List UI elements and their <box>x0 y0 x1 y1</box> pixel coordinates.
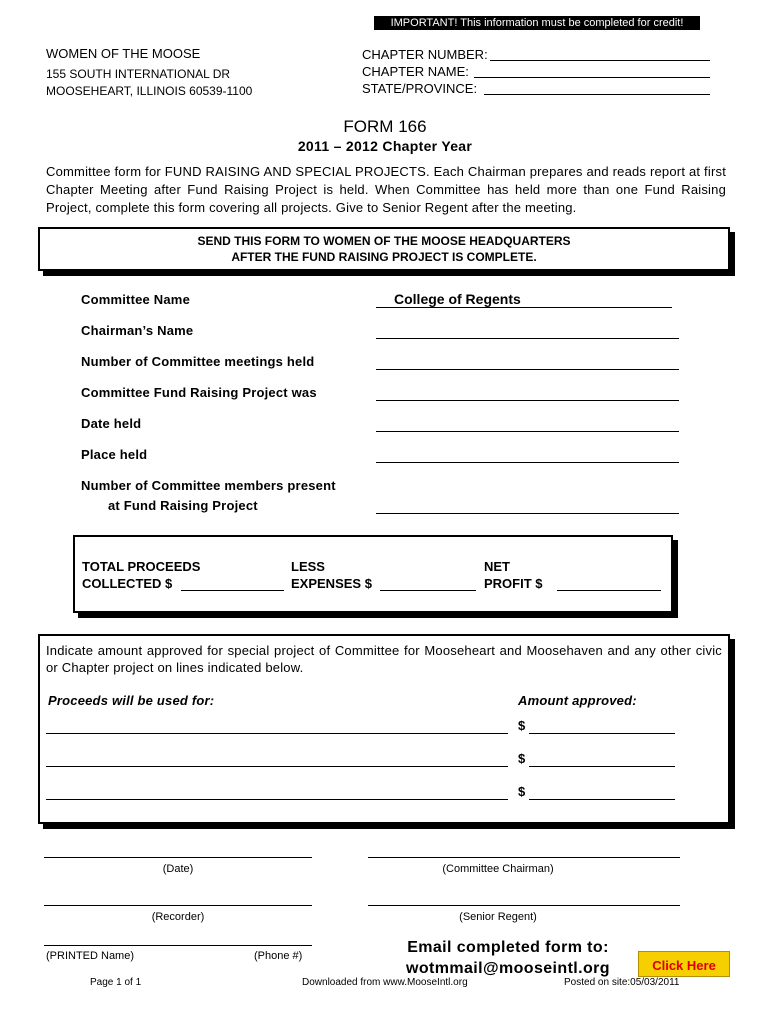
send-line-1: SEND THIS FORM TO WOMEN OF THE MOOSE HEADQUARTERS <box>197 234 571 248</box>
net-label: NET <box>484 559 510 574</box>
total-proceeds-label: TOTAL PROCEEDS <box>82 559 201 574</box>
chapter-name-label: CHAPTER NAME: <box>362 64 469 79</box>
page-number: Page 1 of 1 <box>90 977 142 988</box>
approval-intro: Indicate amount approved for special project of Committee for Mooseheart and Moosehaven and any other civic or Chapter project on lines indicated below. <box>46 643 722 675</box>
recorder-signature-label: (Recorder) <box>151 911 205 923</box>
proceeds-box <box>73 535 673 613</box>
dollar-sign-3: $ <box>518 784 526 799</box>
printed-name-line[interactable] <box>44 945 312 946</box>
send-line-2: AFTER THE FUND RAISING PROJECT IS COMPLETE. <box>231 250 537 264</box>
proceeds-line-3[interactable] <box>46 799 508 800</box>
amount-line-3[interactable] <box>529 799 675 800</box>
proceeds-line-2[interactable] <box>46 766 508 767</box>
chapter-name-line[interactable] <box>474 77 710 78</box>
date-signature-line[interactable] <box>44 857 312 858</box>
proceeds-line-1[interactable] <box>46 733 508 734</box>
org-name: WOMEN OF THE MOOSE <box>46 46 201 61</box>
amount-heading: Amount approved: <box>518 693 637 708</box>
date-signature-label: (Date) <box>162 863 194 875</box>
form-title: FORM 166 <box>343 117 427 136</box>
send-notice-box <box>38 227 730 271</box>
recorder-signature-line[interactable] <box>44 905 312 906</box>
place-held-line[interactable] <box>376 462 679 463</box>
project-label: Committee Fund Raising Project was <box>81 385 317 400</box>
intro-paragraph: Committee form for FUND RAISING AND SPECIAL PROJECTS. Each Chairman prepares and reads report at first Chapter Meeting after Fund Raising Project is held. When Committee has held more than one Fund Raising Project, complete this form covering all projects. Give to Senior Regent after the meeting. <box>46 164 726 215</box>
place-held-label: Place held <box>81 447 148 462</box>
phone-label: (Phone #) <box>254 950 303 962</box>
state-label: STATE/PROVINCE: <box>362 81 478 96</box>
profit-line[interactable] <box>557 590 661 591</box>
members-line[interactable] <box>376 513 679 514</box>
date-held-line[interactable] <box>376 431 679 432</box>
dollar-sign-1: $ <box>518 718 526 733</box>
chapter-number-label: CHAPTER NUMBER: <box>362 47 488 62</box>
committee-name-value[interactable]: College of Regents <box>376 291 672 308</box>
meetings-label: Number of Committee meetings held <box>81 354 315 369</box>
posted-date: Posted on site:05/03/2011 <box>564 977 680 988</box>
profit-label: PROFIT $ <box>484 576 543 591</box>
important-banner: IMPORTANT! This information must be completed for credit! <box>374 16 700 30</box>
email-address[interactable]: wotmmail@mooseintl.org <box>406 960 610 977</box>
org-address-1: 155 SOUTH INTERNATIONAL DR <box>46 67 231 81</box>
collected-line[interactable] <box>181 590 284 591</box>
amount-line-2[interactable] <box>529 766 675 767</box>
state-line[interactable] <box>484 94 710 95</box>
project-line[interactable] <box>376 400 679 401</box>
chapter-number-line[interactable] <box>490 60 710 61</box>
chairman-signature-label: (Committee Chairman) <box>442 863 554 875</box>
date-held-label: Date held <box>81 416 142 431</box>
click-here-button[interactable]: Click Here <box>638 951 730 977</box>
senior-regent-signature-line[interactable] <box>368 905 680 906</box>
chapter-year: 2011 – 2012 Chapter Year <box>297 138 473 154</box>
chairman-line[interactable] <box>376 338 679 339</box>
meetings-line[interactable] <box>376 369 679 370</box>
collected-label: COLLECTED $ <box>82 576 173 591</box>
printed-name-label: (PRINTED Name) <box>46 950 135 962</box>
committee-name-label: Committee Name <box>81 292 190 307</box>
email-instruction: Email completed form to: <box>407 939 609 956</box>
expenses-line[interactable] <box>380 590 476 591</box>
org-address-2: MOOSEHEART, ILLINOIS 60539-1100 <box>46 84 253 98</box>
senior-regent-signature-label: (Senior Regent) <box>459 911 537 923</box>
members-label-1: Number of Committee members present <box>81 478 336 493</box>
downloaded-from: Downloaded from www.MooseIntl.org <box>302 977 468 988</box>
proceeds-heading: Proceeds will be used for: <box>48 693 215 708</box>
approval-box <box>38 634 730 824</box>
chairman-label: Chairman’s Name <box>81 323 194 338</box>
members-label-2: at Fund Raising Project <box>108 498 258 513</box>
chairman-signature-line[interactable] <box>368 857 680 858</box>
dollar-sign-2: $ <box>518 751 526 766</box>
expenses-label: EXPENSES $ <box>291 576 372 591</box>
amount-line-1[interactable] <box>529 733 675 734</box>
less-label: LESS <box>291 559 325 574</box>
